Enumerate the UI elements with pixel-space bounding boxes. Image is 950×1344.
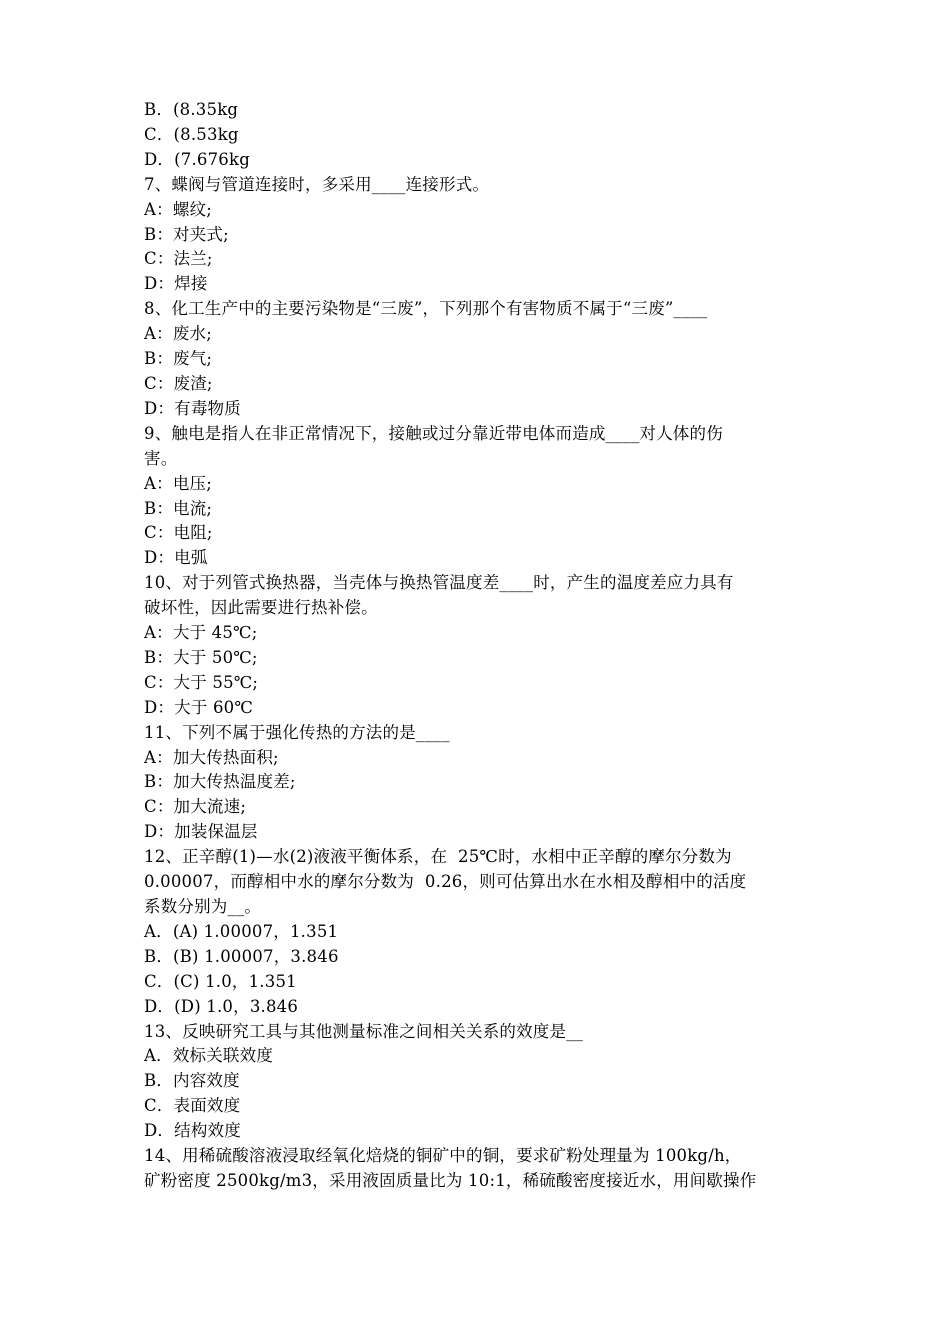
text-line: A．(A) 1.00007，1.351 [144,921,339,941]
text-line: A：大于 45℃; [144,623,258,643]
text-line: C：电阻; [144,523,213,543]
text-line: D：电弧 [144,548,208,568]
text-line: B：对夹式; [144,224,229,244]
text-line: D：有毒物质 [144,398,241,418]
question-9: 9、触电是指人在非正常情况下，接触或过分靠近带电体而造成____对人体的伤 [144,423,723,443]
text-line: D：大于 60℃ [144,697,254,717]
text-line: D．(7.676kg [144,149,250,169]
text-line: 矿粉密度 2500kg/m3，采用液固质量比为 10:1，稀硫酸密度接近水，用间歇操作 [144,1170,757,1190]
question-12: 12、正辛醇(1)—水(2)液液平衡体系，在 25℃时，水相中正辛醇的摩尔分数为 [144,847,732,867]
question-8: 8、化工生产中的主要污染物是“三废”，下列那个有害物质不属于“三废”____ [144,299,708,319]
text-line: C．(C) 1.0，1.351 [144,971,297,991]
text-line: A．效标关联效度 [144,1046,274,1066]
text-line: 害。 [144,448,178,468]
text-line: D．(D) 1.0，3.846 [144,996,299,1016]
text-line: D：加装保温层 [144,822,258,842]
text-line: 破坏性，因此需要进行热补偿。 [144,598,378,618]
text-line: C：加大流速; [144,797,247,817]
text-line: C．表面效度 [144,1096,241,1116]
question-13: 13、反映研究工具与其他测量标准之间相关关系的效度是__ [144,1021,584,1041]
text-line: B：废气; [144,349,213,369]
text-line: B：电流; [144,498,213,518]
document-page [144,98,808,1194]
text-line: A：电压; [144,473,212,493]
text-line: C：法兰; [144,249,213,269]
text-line: 0.00007，而醇相中水的摩尔分数为 0.26，则可估算出水在水相及醇相中的活度 [144,872,747,892]
question-14: 14、用稀硫酸溶液浸取经氧化焙烧的铜矿中的铜，要求矿粉处理量为 100kg/h， [144,1146,742,1166]
text-line: B．(B) 1.00007，3.846 [144,946,339,966]
text-line: B：加大传热温度差; [144,772,296,792]
text-line: B：大于 50℃; [144,647,258,667]
text-line: A：加大传热面积; [144,747,279,767]
text-line: B．(8.35kg [144,100,239,119]
question-11: 11、下列不属于强化传热的方法的是____ [144,722,450,742]
text-line: D．结构效度 [144,1121,241,1141]
text-line: C：废渣; [144,373,213,393]
text-line: C：大于 55℃; [144,672,259,692]
text-line: D：焊接 [144,274,208,294]
text-line: A：废水; [144,324,212,344]
question-7: 7、蝶阀与管道连接时，多采用____连接形式。 [144,174,490,194]
text-line: 系数分别为__。 [144,897,262,916]
text-line: C．(8.53kg [144,124,239,144]
question-10: 10、对于列管式换热器，当壳体与换热管温度差____时，产生的温度差应力具有 [144,573,734,593]
text-line: A：螺纹; [144,199,212,219]
text-line: B．内容效度 [144,1071,240,1091]
